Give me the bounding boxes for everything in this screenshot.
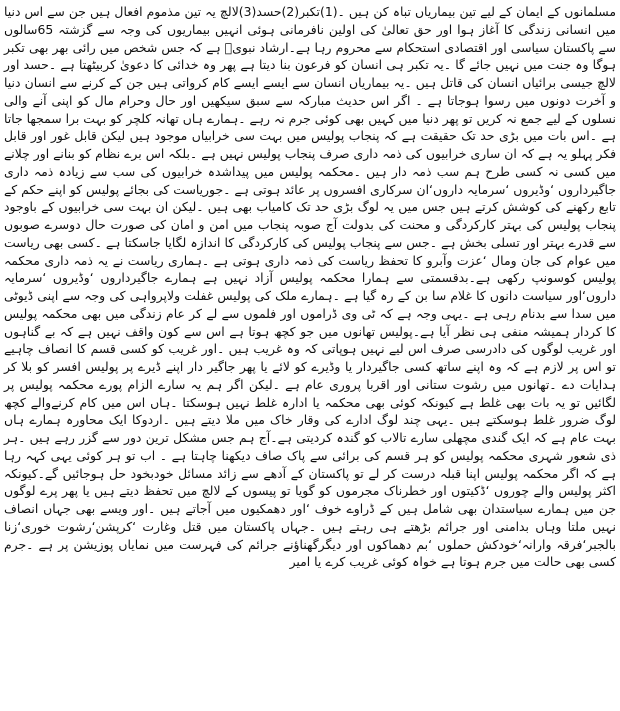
- article-body-text: مسلمانوں کے ایمان کے لیے تین بیماریاں تباہ کن ہیں ۔(1)تکبر(2)حسد(3)لالچ یہ تین مذموم افعال ہیں جن سے اس دنیا میں انسانی زندگی کا آغاز ہوا اور حق تعالیٰ کی اولین نافرمانی ہوئی انہیں بیماریوں کی وجہ سے گزشتہ 65سالوں سے پاکستان سیاسی اور اقتصادی استحکام سے محروم رہا ہے۔ارشاد نبویؐ ہے کہ جس شخص میں رائی بھر بھی تکبر ہوگا وہ جنت میں نہیں جائے گا ۔یہ تکبر ہی انسان کو فرعون بنا دیتا ہے پھر وہ خدائی کا دعویٰ کربیٹھتا ہے ۔حسد اور لالچ جیسی برائیاں انسان کی قاتل ہیں ۔یہ بیماریاں انسان سے ایسے ایسے کام کرواتی ہیں جن کے کرنے سے انسان دنیا و آخرت دونوں میں رسوا ہوجاتا ہے ۔ اگر اس حدیث مبارکہ سے سبق سیکھیں اور حال وحرام مال کو اپنی آنے والی نسلوں کے لیے جمع نہ کریں تو پھر دنیا میں کہیں بھی کوئی جرم نہ رہے ۔ہمارے ہاں تھانہ کلچر کو بہت برا سمجھا جاتا ہے ۔اس بات میں بڑی حد تک حقیقت ہے کہ پنجاب پولیس میں بہت سی خرابیاں موجود ہیں لیکن قابل غور اور قابل فکر پہلو یہ ہے کہ ان ساری خرابیوں کی ذمہ داری صرف پنجاب پولیس نہیں ہے ۔بلکہ اس برے نظام کو بنانے اور چلانے میں کسی نہ کسی طرح ہم سب ذمہ دار ہیں ۔محکمہ پولیس میں پیداشدہ خرابیوں کی سب سے زیادہ ذمہ داری جاگیرداروں ‘وڈیروں ‘سرمایہ داروں‘ان سرکاری افسروں پر عائد ہوتی ہے ۔جوریاست کی بجائے پولیس کو اپنے حکم کے تابع رکھنے کی کوشش کرتے ہیں جس میں یہ لوگ بڑی حد تک کامیاب بھی ہیں ۔لیکن ان بہت سی خرابیوں کے باوجود پنجاب پولیس کی بہتر کارکردگی و محنت کی بدولت آج صوبہ پنجاب میں امن و امان کی صورت حال دوسرے صوبوں سے قدرے بہتر اور تسلی بخش ہے ۔جس سے پنجاب پولیس کی کارکردگی کا اندازہ لگایا جاسکتا ہے ۔کسی بھی ریاست میں عوام کی جان ومال ‘عزت وآبرو کا تحفظ ریاست کی ذمہ داری ہوتی ہے ۔ہماری ریاست نے یہ ذمہ داری محکمہ پولیس کوسونپ رکھی ہے۔بدقسمتی سے ہمارا محکمہ پولیس آزاد نہیں ہے ہمارے جاگیرداروں ‘وڈیروں ‘سرمایہ داروں‘اور سیاست دانوں کا غلام سا بن کے رہ گیا ہے ۔ہمارے ملک کی پولیس غفلت ولاپرواہی کی وجہ سے اپنی ڈیوٹی میں سدا سے بدنام رہی ہے ۔یہی وجہ ہے کہ ٹی وی ڈراموں اور فلموں سے لے کر عام زندگی میں بھی محکمہ پولیس کا کردار ہمیشہ منفی ہی نظر آیا ہے۔پولیس تھانوں میں جو کچھ ہوتا ہے اس سے کون واقف نہیں ہے کہ بے گناہوں اور غریب لوگوں کی دادرسی صرف اس لیے نہیں ہوپاتی کہ وہ غریب ہیں ۔اور غریب کو کسی قسم کا انصاف چاہیے تو اس پر لازم ہے کہ وہ اپنے ساتھ کسی جاگیردار یا وڈیرے کو لائے یا پھر جاگیر دار اپنے ڈیرے پر پولیس افسر کو بلا کر ہدایات دے ۔تھانوں میں رشوت ستانی اور اقربا پروری عام ہے ۔لیکن اگر ہم یہ سارے الزام پورے محکمہ پولیس پر لگائیں تو یہ بات بھی غلط ہے کیونکہ کوئی بھی محکمہ یا ادارہ غلط نہیں ہوسکتا ۔ہاں اس میں کام کرنےوالے کچھ لوگ ضرور غلط ہوسکتے ہیں ۔یہی چند لوگ ادارے کی وقار خاک میں ملا دیتے ہیں ۔اردوکا ایک محاورہ ہمارے ہاں بہت عام ہے کہ ایک گندی مچھلی سارے تالاب کو گندہ کردیتی ہے۔آج ہم جس مشکل ترین دور سے گزر رہے ہیں ۔ہر ذی شعور شہری محکمہ پولیس کو ہر قسم کی برائی سے پاک صاف دیکھنا چاہتا ہے ۔ اب تو ہر کوئی یہی کہہ رہا ہے کہ اگر محکمہ پولیس اپنا قبلہ درست کر لے تو پاکستان کے آدھے سے زائد مسائل خودبخود حل ہوجائیں گے۔کیونکہ اکثر پولیس والے چوروں ‘ڈکیتوں اور خطرناک مجرموں کو گویا تو پیسوں کے لالچ میں تحفظ دیتے ہیں یا پھر پرے لوگوں جن میں ہمارے سیاستدان بھی شامل ہیں کے ڈراوے خوف ‘اور دھمکیوں میں آجاتے ہیں ۔اور ویسے بھی جہاں انصاف نہیں ملتا وہاں بدامنی اور جرائم بڑھتے ہی رہتے ہیں ۔جہاں پاکستان میں قتل وغارت ‘کرپشن‘رشوت خوری‘زنا بالجبر‘فرقہ وارانہ‘خودکش حملوں ‘بم دھماکوں اور دیگرگھناؤنے جرائم کی فہرست میں نمایاں پوزیشن پر ہے ۔جرم کسی بھی حالت میں جرم ہوتا ہے خواہ کوئی غریب کرے یا امیر: [4, 4, 616, 570]
